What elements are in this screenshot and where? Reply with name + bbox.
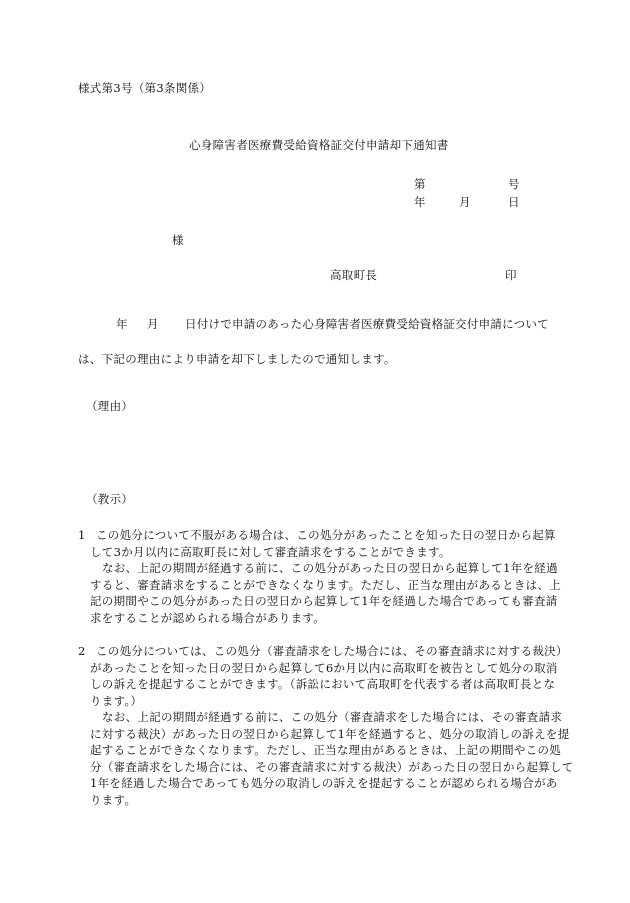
body-month-label: 月 — [147, 317, 159, 331]
issuer-name: 高取町長 — [330, 268, 378, 282]
item-2-line: ります。 — [90, 792, 137, 807]
body-text-line-1: 日付けで申請のあった心身障害者医療費受給資格証交付申請について — [185, 317, 549, 331]
item-1-number: 1 — [78, 528, 86, 542]
instruction-label: （教示） — [86, 492, 134, 506]
instruction-item-1 — [78, 527, 562, 626]
issuer-seal: 印 — [505, 268, 517, 282]
item-2-line: この処分については、この処分（審査請求をした場合には、その審査請求に対する裁決） — [96, 644, 568, 658]
form-number: 様式第3号（第3条関係） — [78, 81, 212, 95]
doc-number-go: 号 — [508, 177, 520, 191]
item-2-line: ります。） — [90, 693, 143, 708]
doc-number-dai: 第 — [414, 177, 426, 191]
date-year-label: 年 — [414, 195, 426, 209]
item-1-line: 求をすることが認められる場合があります。 — [90, 610, 326, 625]
item-2-line: があったことを知った日の翌日から起算して6か月以内に高取町を被告として処分の取消 — [90, 660, 558, 675]
item-2-line: に対する裁決）があった日の翌日から起算して1年を経過すると、処分の取消しの訴えを提 — [90, 726, 570, 741]
item-2-line: 分（審査請求をした場合には、その審査請求に対する裁決）があった日の翌日から起算して — [90, 759, 574, 774]
reason-label: （理由） — [86, 399, 134, 413]
item-2-line: なお、上記の期間が経過する前に、この処分（審査請求をした場合には、その審査請求 — [102, 710, 563, 724]
item-2-line: 1年を経過した場合であっても処分の取消しの訴えを提起することが認められる場合があ — [90, 776, 558, 790]
item-1-line: 記の期間やこの処分があった日の翌日から起算して1年を経過した場合であっても審査請 — [90, 594, 558, 608]
item-1-line: この処分について不服がある場合は、この処分があったことを知った日の翌日から起算 — [96, 528, 556, 542]
date-day-label: 日 — [508, 195, 520, 209]
item-1-line: して3か月以内に高取町長に対して審査請求をすることができます。 — [90, 544, 451, 559]
item-1-line: すると、審査請求をすることができなくなります。ただし、正当な理由があるときは、上 — [90, 577, 562, 592]
item-2-line: しの訴えを提起することができます。（訴訟において高取町を代表する者は高取町長とな — [90, 677, 556, 691]
item-1-line: なお、上記の期間が経過する前に、この処分があった日の翌日から起算して1年を経過 — [102, 561, 558, 575]
instruction-item-2 — [78, 643, 574, 808]
body-year-label: 年 — [116, 317, 128, 331]
date-month-label: 月 — [459, 195, 471, 209]
addressee-suffix: 様 — [172, 233, 184, 247]
item-2-line: 起することができなくなります。ただし、正当な理由があるときは、上記の期間やこの処 — [90, 743, 562, 757]
body-text-line-2: は、下記の理由により申請を却下しましたので通知します。 — [78, 352, 396, 366]
item-2-number: 2 — [78, 644, 86, 658]
document-title: 心身障害者医療費受給資格証交付申請却下通知書 — [189, 138, 449, 152]
